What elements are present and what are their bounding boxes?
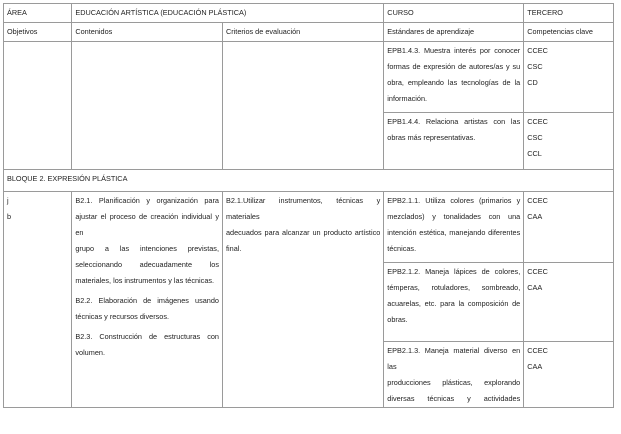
standard-line: obras más representativas. xyxy=(387,133,476,142)
contenido-line: B2.2. Elaboración de imágenes usando xyxy=(75,296,219,305)
contenido-line: técnicas y recursos diversos. xyxy=(75,312,170,321)
col-criterios: Criterios de evaluación xyxy=(222,23,383,42)
col-estandares: Estándares de aprendizaje xyxy=(384,23,524,42)
area-label: ÁREA xyxy=(4,4,72,23)
curso-value: TERCERO xyxy=(524,4,614,23)
standard-cell xyxy=(384,342,524,408)
bloque-row xyxy=(4,170,614,192)
contenido-line: B2.1. Planificación y organización para xyxy=(75,196,219,205)
standard-line: acuarelas, etc. para la composición de xyxy=(387,299,521,308)
objetivos-cell xyxy=(4,192,72,408)
contenido-line: materiales, los instrumentos y las técnicas. xyxy=(75,276,215,285)
column-header-row xyxy=(4,23,614,42)
standard-line: información. xyxy=(387,94,428,103)
standard-cell xyxy=(384,263,524,342)
contenido-line: volumen. xyxy=(75,348,105,357)
objetivo-code: b xyxy=(7,212,12,221)
competencia-code: CAA xyxy=(527,283,543,292)
criterios-cell xyxy=(222,192,383,408)
table-row xyxy=(4,42,614,113)
bloque-title: BLOQUE 2. EXPRESIÓN PLÁSTICA xyxy=(4,170,614,192)
standard-line: mezclados) y tonalidades con una xyxy=(387,212,521,221)
standard-line: EPB1.4.4. Relaciona artistas con las xyxy=(387,117,521,126)
area-value: EDUCACIÓN ARTÍSTICA (EDUCACIÓN PLÁSTICA) xyxy=(72,4,384,23)
criterio-line: adecuados para alcanzar un producto artístico xyxy=(225,228,381,237)
col-contenidos: Contenidos xyxy=(72,23,223,42)
standard-line: producciones plásticas, explorando xyxy=(387,378,521,387)
table-row xyxy=(4,192,614,263)
col-competencias: Competencias clave xyxy=(524,23,614,42)
empty-contenidos-cell xyxy=(72,42,223,170)
standard-line: obras. xyxy=(387,315,408,324)
competencias-cell xyxy=(524,42,614,113)
area-row xyxy=(4,4,614,23)
standard-line: técnicas. xyxy=(387,244,417,253)
competencias-cell xyxy=(524,192,614,263)
contenidos-cell xyxy=(72,192,223,408)
standard-line: diversas técnicas y actividades xyxy=(387,394,521,403)
contenido-line: B2.3. Construcción de estructuras con xyxy=(75,332,219,341)
standard-line: EPB2.1.1. Utiliza colores (primarios y xyxy=(387,196,521,205)
competencia-code: CCEC xyxy=(527,117,548,126)
standard-line: EPB2.1.3. Maneja material diverso en las xyxy=(387,346,521,371)
empty-criterios-cell xyxy=(222,42,383,170)
competencia-code: CCEC xyxy=(527,196,548,205)
criterio-line: B2.1.Utilizar instrumentos, técnicas y materiales xyxy=(225,196,381,221)
standard-cell xyxy=(384,42,524,113)
criterio-line: final. xyxy=(225,244,242,253)
competencia-code: CSC xyxy=(527,62,543,71)
competencia-code: CAA xyxy=(527,212,543,221)
contenido-line: ajustar el proceso de creación individual y en xyxy=(75,212,219,237)
standard-line: intención estética, manejando diferentes xyxy=(387,228,521,237)
col-objetivos: Objetivos xyxy=(4,23,72,42)
competencia-code: CCL xyxy=(527,149,542,158)
objetivo-code: j xyxy=(7,196,9,205)
curriculum-page xyxy=(3,3,616,434)
standard-line: témperas, rotuladores, sombreado, xyxy=(387,283,521,292)
curriculum-table xyxy=(3,3,614,408)
standard-line: formas de expresión de autores/as y su xyxy=(387,62,521,71)
standard-line: EPB2.1.2. Maneja lápices de colores, xyxy=(387,267,521,276)
competencia-code: CCEC xyxy=(527,267,548,276)
competencias-cell xyxy=(524,113,614,170)
standard-line: obra, empleando las tecnologías de la xyxy=(387,78,521,87)
competencias-cell xyxy=(524,263,614,342)
competencia-code: CSC xyxy=(527,133,543,142)
standard-cell xyxy=(384,113,524,170)
empty-objetivos-cell xyxy=(4,42,72,170)
competencia-code: CCEC xyxy=(527,46,548,55)
competencia-code: CCEC xyxy=(527,346,548,355)
contenido-line: seleccionando adecuadamente los xyxy=(75,260,219,269)
competencia-code: CAA xyxy=(527,362,543,371)
standard-cell xyxy=(384,192,524,263)
competencias-cell xyxy=(524,342,614,408)
contenido-line: grupo a las intenciones previstas, xyxy=(75,244,219,253)
standard-line: EPB1.4.3. Muestra interés por conocer xyxy=(387,46,521,55)
curso-label: CURSO xyxy=(384,4,524,23)
competencia-code: CD xyxy=(527,78,538,87)
